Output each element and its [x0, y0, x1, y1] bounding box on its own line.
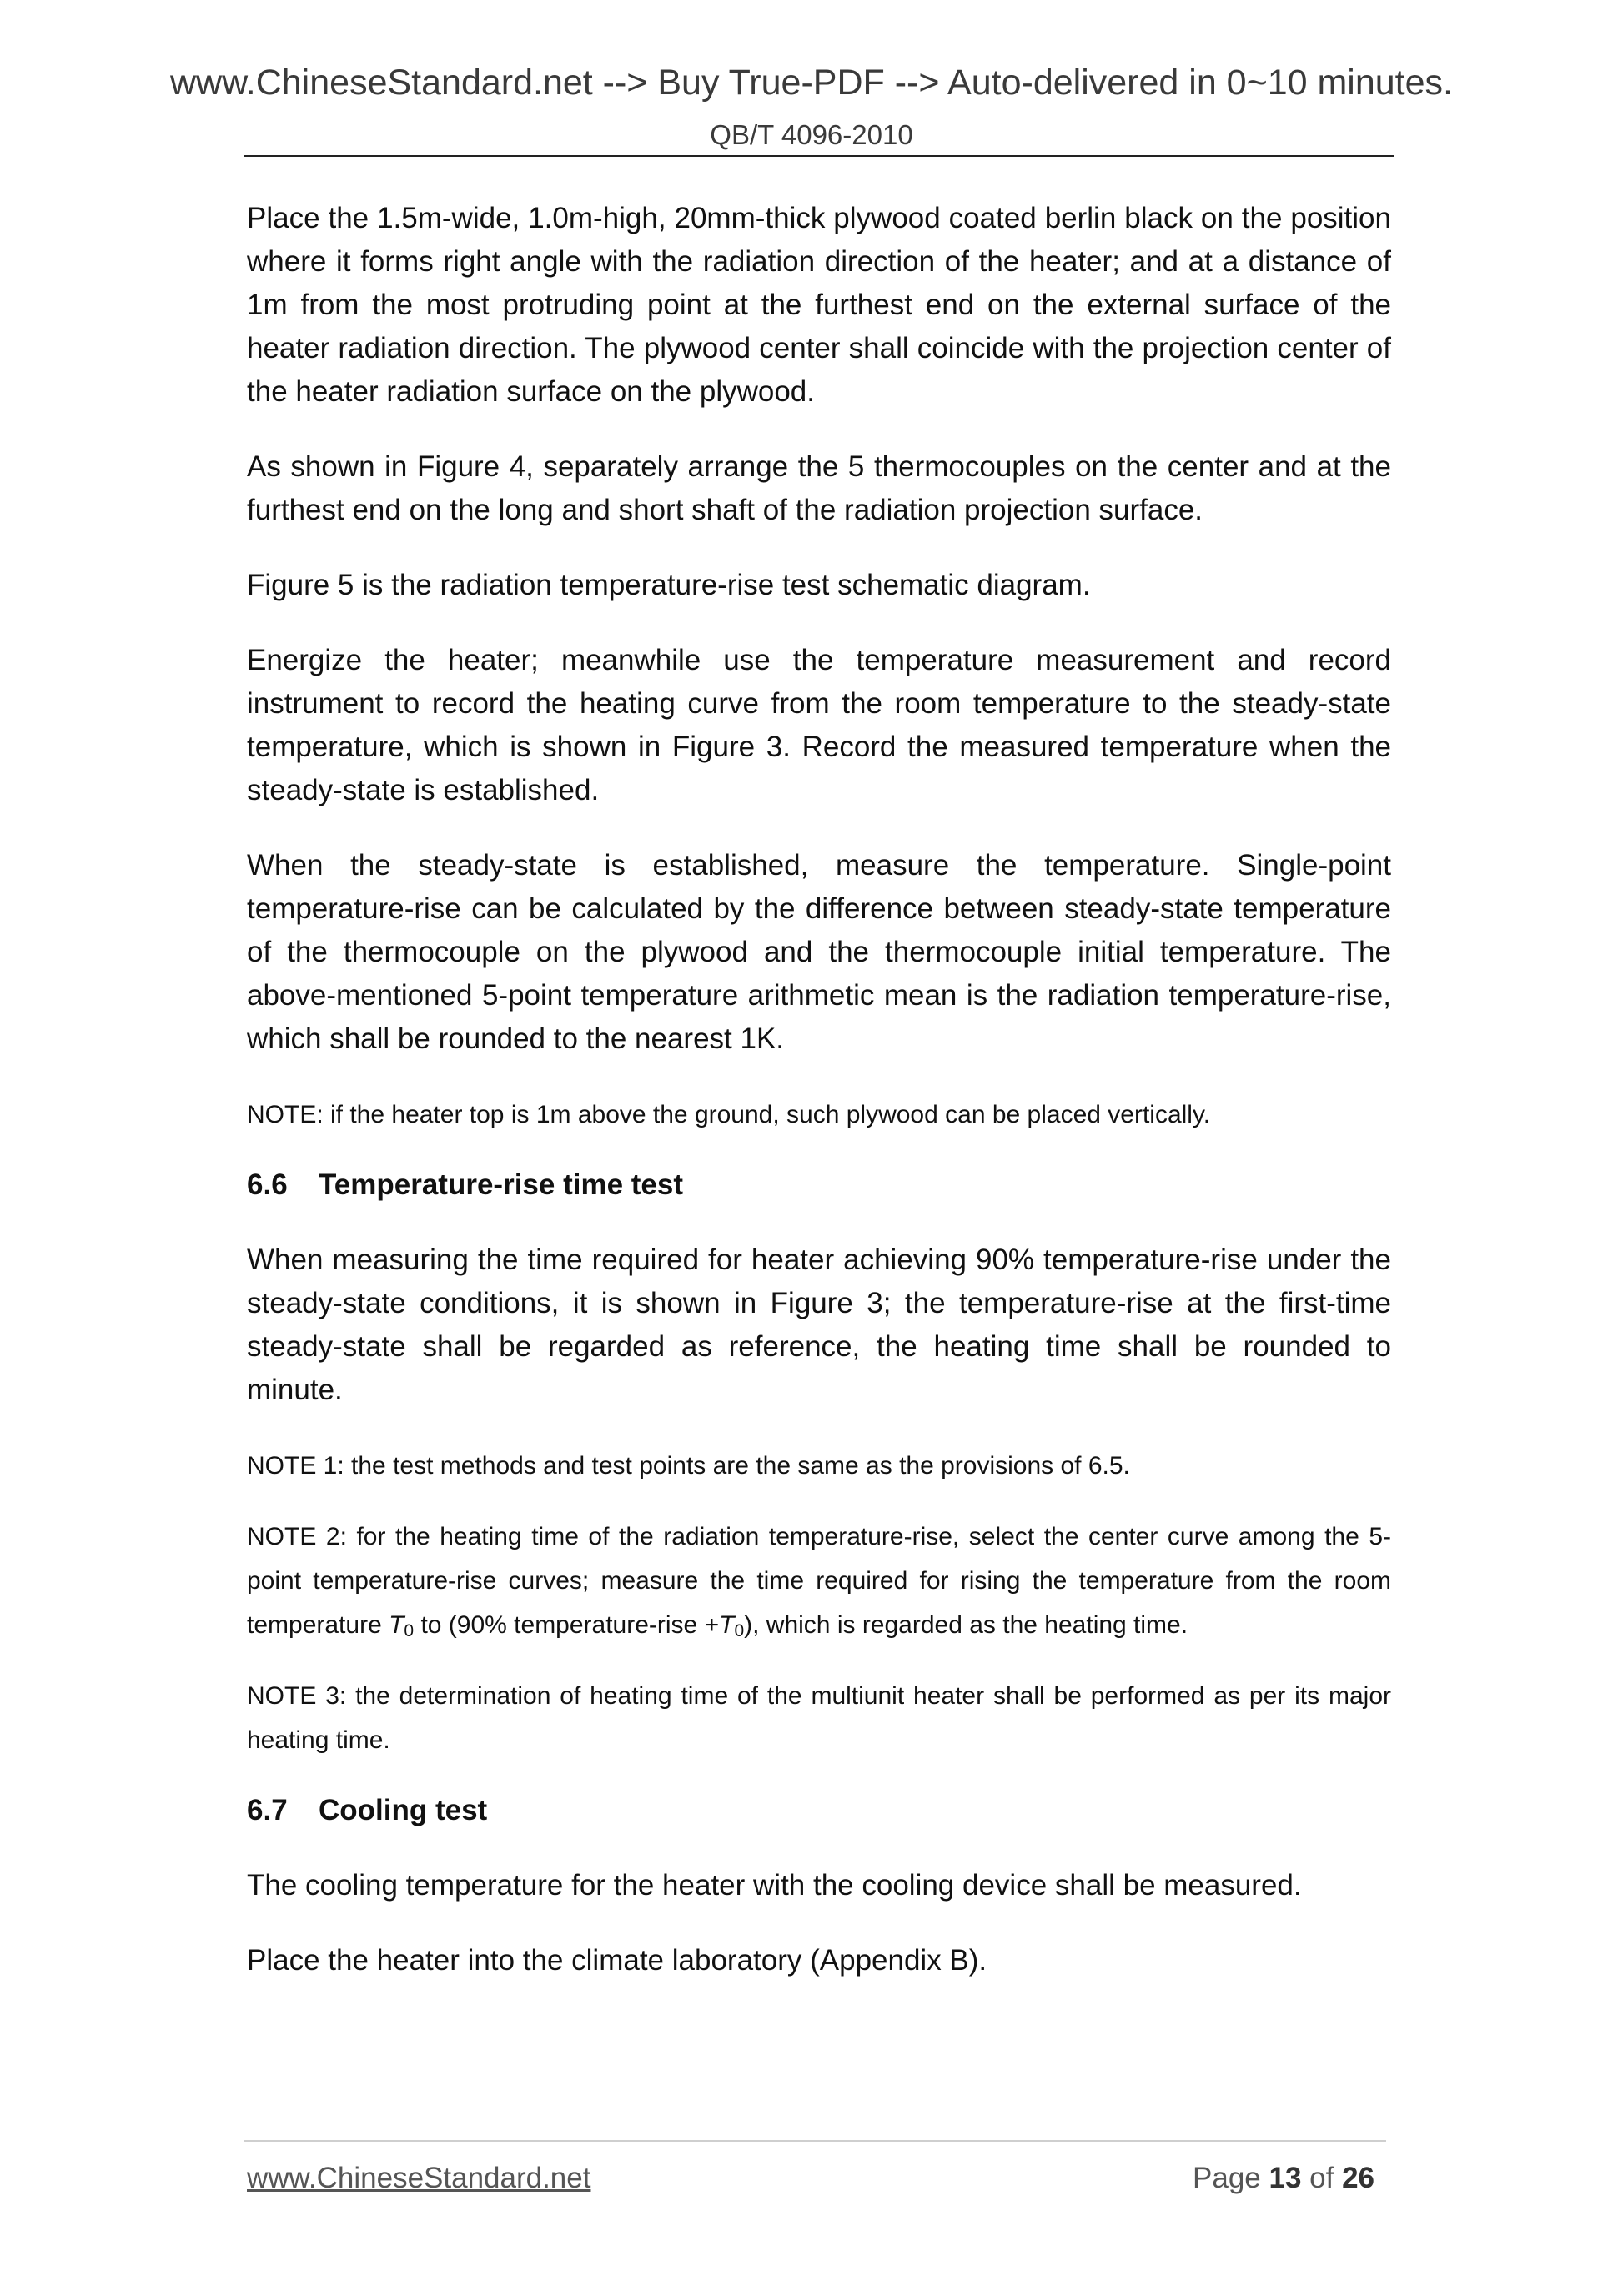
paragraph-energize: Energize the heater; meanwhile use the temperature measurement and record instrument to record the heating curve from the room temperature to the steady-state temperature, which is shown in Figure 3. Record the measured temperature when the steady-state is established. — [247, 644, 1391, 806]
symbol-t: T — [719, 1611, 735, 1639]
subscript-zero: 0 — [404, 1621, 415, 1641]
footer-site-link[interactable]: www.ChineseStandard.net — [247, 2162, 591, 2194]
note-2 — [247, 1515, 1391, 1647]
note-plywood-vertical: NOTE: if the heater top is 1m above the ground, such plywood can be placed vertically. — [247, 1101, 1211, 1128]
document-body — [247, 197, 1391, 2014]
footer-divider — [244, 2140, 1386, 2142]
symbol-t: T — [389, 1611, 404, 1639]
note-2-text-c: ), which is regarded as the heating time. — [744, 1611, 1188, 1639]
note-2-text-a: NOTE 2: for the heating time of the radiation temperature-rise, select the center curve among the 5-point temperature-rise curves; measure the time required for rising the temperature from the room temperature — [247, 1523, 1391, 1639]
paragraph-figure5: Figure 5 is the radiation temperature-rise test schematic diagram. — [247, 569, 1091, 601]
page-label: Page — [1193, 2162, 1269, 2194]
page-current: 13 — [1269, 2162, 1302, 2194]
paragraph-rise-time: When measuring the time required for heater achieving 90% temperature-rise under the steady-state conditions, it is shown in Figure 3; the temperature-rise at the first-time steady-state shall be regarded as reference, the heating time shall be rounded to minute. — [247, 1243, 1391, 1406]
section-heading-6-7 — [247, 1789, 1391, 1832]
section-number: 6.7 — [247, 1794, 288, 1826]
section-heading-6-6 — [247, 1163, 1391, 1207]
page-of: of — [1301, 2162, 1343, 2194]
paragraph-steady-state: When the steady-state is established, measure the temperature. Single-point temperature-rise can be calculated by the difference between steady-state temperature of the thermocouple on the plywood and the thermocouple initial temperature. The above-mentioned 5-point temperature arithmetic mean is the radiation temperature-rise, which shall be rounded to the nearest 1K. — [247, 849, 1391, 1055]
note-3: NOTE 3: the determination of heating time of the multiunit heater shall be performed as per its major heating time. — [247, 1682, 1391, 1754]
header-banner: www.ChineseStandard.net --> Buy True-PDF --> Auto-delivered in 0~10 minutes. — [169, 63, 1453, 103]
standard-number: QB/T 4096-2010 — [710, 119, 913, 150]
section-number: 6.6 — [247, 1168, 288, 1201]
section-title: Cooling test — [319, 1794, 488, 1826]
note-2-text-b: to (90% temperature-rise + — [414, 1611, 720, 1639]
paragraph-climate-lab: Place the heater into the climate laboratory (Appendix B). — [247, 1944, 987, 1977]
subscript-zero: 0 — [734, 1621, 745, 1641]
paragraph-plywood-placement: Place the 1.5m-wide, 1.0m-high, 20mm-thick plywood coated berlin black on the position where it forms right angle with the radiation direction of the heater; and at a distance of 1m from the most protruding point at the furthest end on the external surface of the heater radiation direction. The plywood center shall coincide with the projection center of the heater radiation surface on the plywood. — [247, 202, 1391, 408]
header-divider — [244, 155, 1394, 157]
page-number — [1193, 2162, 1374, 2195]
note-1: NOTE 1: the test methods and test points are the same as the provisions of 6.5. — [247, 1452, 1130, 1480]
paragraph-cooling: The cooling temperature for the heater with the cooling device shall be measured. — [247, 1869, 1302, 1902]
section-title: Temperature-rise time test — [319, 1168, 684, 1201]
paragraph-thermocouples: As shown in Figure 4, separately arrange the 5 thermocouples on the center and at the furthest end on the long and short shaft of the radiation projection surface. — [247, 450, 1391, 526]
page-total: 26 — [1342, 2162, 1374, 2194]
